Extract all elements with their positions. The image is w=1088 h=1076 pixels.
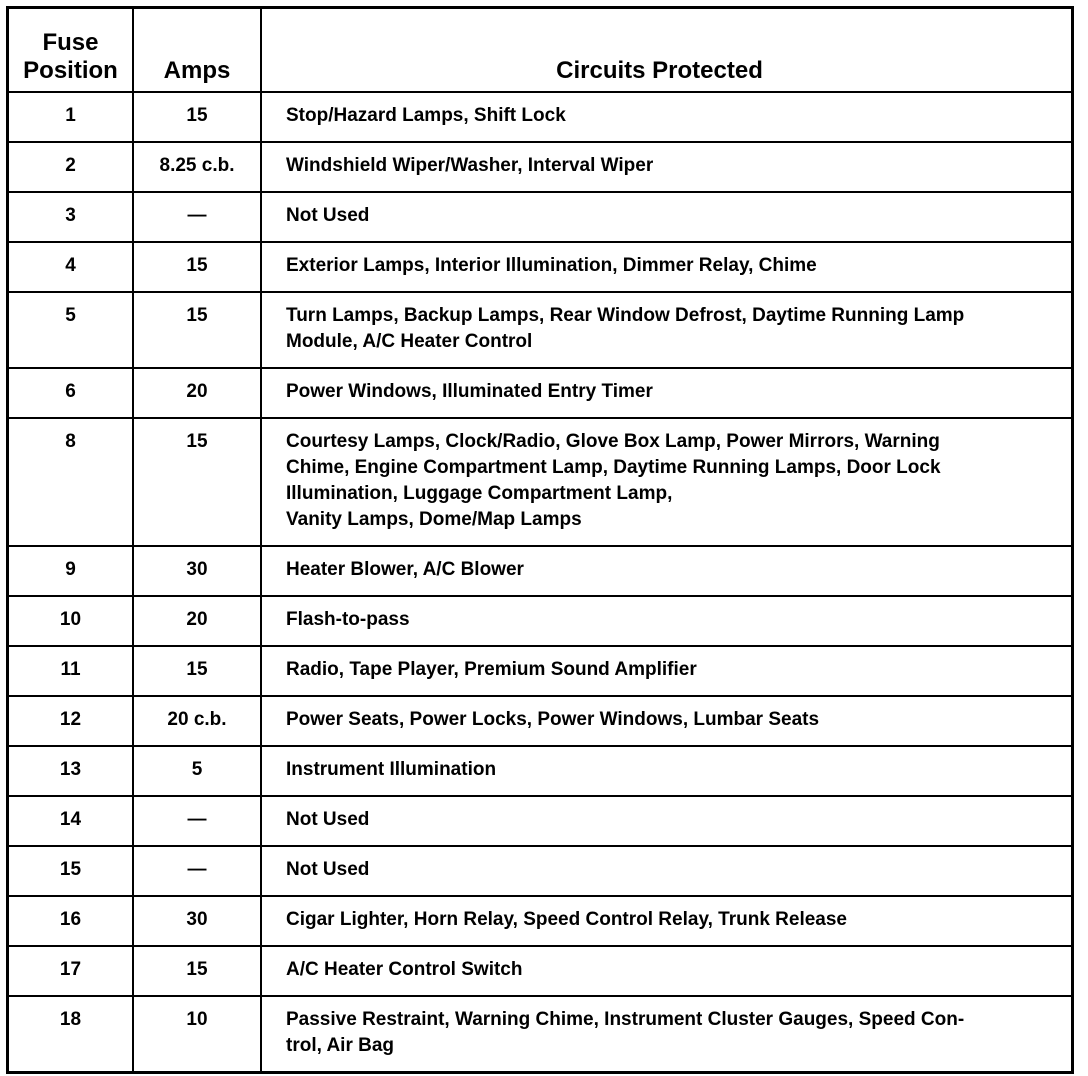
circuit-text-line: Flash-to-pass	[286, 609, 410, 630]
amps-cell: 30	[133, 896, 261, 946]
header-fuse-position	[8, 8, 134, 93]
circuits-protected-cell	[261, 368, 1073, 418]
circuit-text-line: Not Used	[286, 859, 370, 880]
table-row	[8, 142, 1073, 192]
header-fuse-line2: Position	[23, 57, 118, 84]
circuit-text-line: Courtesy Lamps, Clock/Radio, Glove Box Lamp, Power Mirrors, Warning	[286, 431, 940, 452]
fuse-position-cell: 9	[8, 546, 134, 596]
table-row	[8, 546, 1073, 596]
table-row	[8, 92, 1073, 142]
fuse-position-cell: 6	[8, 368, 134, 418]
fuse-table	[6, 6, 1074, 1074]
fuse-position-cell: 3	[8, 192, 134, 242]
fuse-position-cell: 11	[8, 646, 134, 696]
table-row	[8, 796, 1073, 846]
circuits-protected-cell	[261, 292, 1073, 368]
amps-cell: 20 c.b.	[133, 696, 261, 746]
fuse-position-cell: 8	[8, 418, 134, 546]
circuit-text-line: Radio, Tape Player, Premium Sound Amplifier	[286, 659, 697, 680]
circuits-protected-cell	[261, 746, 1073, 796]
amps-cell: —	[133, 846, 261, 896]
circuit-text-line: Module, A/C Heater Control	[286, 331, 533, 352]
fuse-position-cell: 2	[8, 142, 134, 192]
circuit-text-line: trol, Air Bag	[286, 1035, 395, 1056]
fuse-position-cell: 5	[8, 292, 134, 368]
table-body	[8, 92, 1073, 1073]
circuit-text-line: A/C Heater Control Switch	[286, 959, 523, 980]
circuit-text-line: Windshield Wiper/Washer, Interval Wiper	[286, 155, 654, 176]
header-amps: Amps	[133, 8, 261, 93]
table-row	[8, 242, 1073, 292]
amps-cell: 8.25 c.b.	[133, 142, 261, 192]
amps-cell: 10	[133, 996, 261, 1073]
circuits-protected-cell	[261, 546, 1073, 596]
table-row	[8, 996, 1073, 1073]
amps-cell: 15	[133, 646, 261, 696]
circuit-text-line: Turn Lamps, Backup Lamps, Rear Window Defrost, Daytime Running Lamp	[286, 305, 965, 326]
amps-cell: 15	[133, 92, 261, 142]
amps-cell: —	[133, 796, 261, 846]
circuits-protected-cell	[261, 418, 1073, 546]
table-header	[8, 8, 1073, 93]
header-circuits-protected: Circuits Protected	[261, 8, 1073, 93]
amps-cell: 15	[133, 292, 261, 368]
amps-cell: 15	[133, 242, 261, 292]
fuse-position-cell: 14	[8, 796, 134, 846]
circuit-text-line: Stop/Hazard Lamps, Shift Lock	[286, 105, 566, 126]
fuse-position-cell: 13	[8, 746, 134, 796]
circuit-text-line: Heater Blower, A/C Blower	[286, 559, 524, 580]
circuits-protected-cell	[261, 92, 1073, 142]
circuit-text-line: Chime, Engine Compartment Lamp, Daytime Running Lamps, Door Lock	[286, 457, 941, 478]
circuit-text-line: Not Used	[286, 809, 370, 830]
circuits-protected-cell	[261, 596, 1073, 646]
circuits-protected-cell	[261, 242, 1073, 292]
table-row	[8, 846, 1073, 896]
circuit-text-line: Cigar Lighter, Horn Relay, Speed Control Relay, Trunk Release	[286, 909, 848, 930]
fuse-position-cell: 12	[8, 696, 134, 746]
circuit-text-line: Not Used	[286, 205, 370, 226]
table-row	[8, 418, 1073, 546]
amps-cell: 20	[133, 368, 261, 418]
fuse-position-cell: 18	[8, 996, 134, 1073]
amps-cell: —	[133, 192, 261, 242]
table-row	[8, 946, 1073, 996]
circuits-protected-cell	[261, 696, 1073, 746]
fuse-position-cell: 17	[8, 946, 134, 996]
circuits-protected-cell	[261, 192, 1073, 242]
header-fuse-line1: Fuse	[42, 29, 99, 56]
circuits-protected-cell	[261, 946, 1073, 996]
table-row	[8, 292, 1073, 368]
circuits-protected-cell	[261, 846, 1073, 896]
circuits-protected-cell	[261, 142, 1073, 192]
circuits-protected-cell	[261, 646, 1073, 696]
fuse-position-cell: 15	[8, 846, 134, 896]
circuits-protected-cell	[261, 996, 1073, 1073]
circuit-text-line: Vanity Lamps, Dome/Map Lamps	[286, 509, 582, 530]
table-row	[8, 896, 1073, 946]
fuse-position-cell: 16	[8, 896, 134, 946]
table-row	[8, 368, 1073, 418]
fuse-position-cell: 4	[8, 242, 134, 292]
circuits-protected-cell	[261, 796, 1073, 846]
amps-cell: 30	[133, 546, 261, 596]
table-row	[8, 192, 1073, 242]
fuse-position-cell: 1	[8, 92, 134, 142]
circuit-text-line: Illumination, Luggage Compartment Lamp,	[286, 483, 673, 504]
circuit-text-line: Exterior Lamps, Interior Illumination, Dimmer Relay, Chime	[286, 255, 817, 276]
fuse-position-cell: 10	[8, 596, 134, 646]
circuit-text-line: Instrument Illumination	[286, 759, 497, 780]
circuits-protected-cell	[261, 896, 1073, 946]
table-row	[8, 696, 1073, 746]
amps-cell: 20	[133, 596, 261, 646]
amps-cell: 15	[133, 418, 261, 546]
amps-cell: 15	[133, 946, 261, 996]
circuit-text-line: Power Windows, Illuminated Entry Timer	[286, 381, 653, 402]
circuit-text-line: Passive Restraint, Warning Chime, Instrument Cluster Gauges, Speed Con-	[286, 1009, 965, 1030]
table-row	[8, 646, 1073, 696]
header-row	[8, 8, 1073, 93]
table-row	[8, 596, 1073, 646]
table-row	[8, 746, 1073, 796]
amps-cell: 5	[133, 746, 261, 796]
circuit-text-line: Power Seats, Power Locks, Power Windows, Lumbar Seats	[286, 709, 820, 730]
